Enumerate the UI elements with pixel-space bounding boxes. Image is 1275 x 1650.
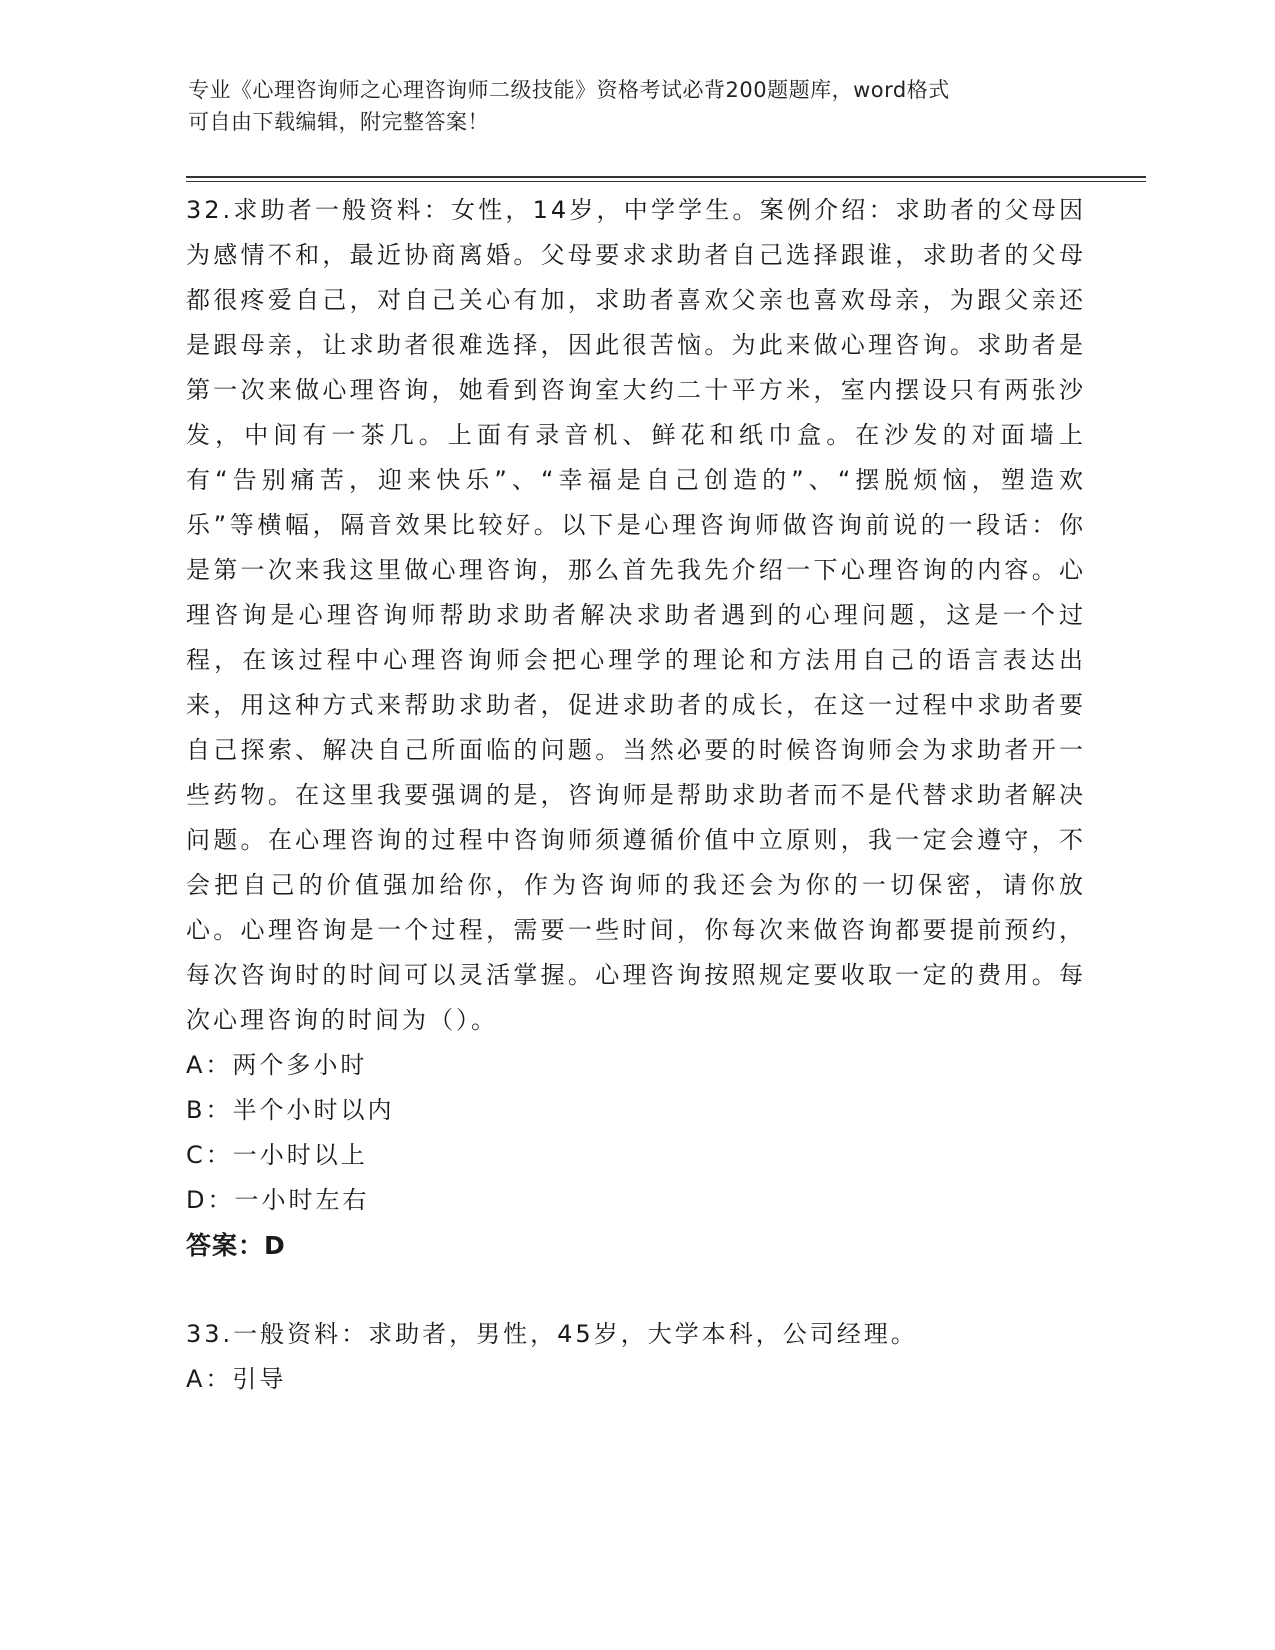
question-33-stem: 33.一般资料：求助者，男性，45岁，大学本科，公司经理。	[186, 1320, 918, 1348]
question-32	[186, 188, 1086, 1268]
question-content	[186, 188, 1086, 1402]
question-33-option-a: A：引导	[186, 1365, 287, 1393]
question-33	[186, 1312, 1086, 1402]
question-32-option-a: A：两个多小时	[186, 1051, 368, 1079]
header-title-line-2: 可自由下载编辑，附完整答案！	[188, 110, 489, 134]
question-32-option-c: C：一小时以上	[186, 1141, 368, 1169]
question-32-answer: 答案：D	[186, 1231, 286, 1260]
header-divider	[186, 176, 1146, 182]
question-32-option-d: D：一小时左右	[186, 1186, 370, 1214]
document-header	[188, 74, 1068, 138]
header-title-line-1: 专业《心理咨询师之心理咨询师二级技能》资格考试必背200题题库，word格式	[188, 78, 950, 102]
question-32-option-b: B：半个小时以内	[186, 1096, 395, 1124]
question-32-stem: 32.求助者一般资料：女性，14岁，中学学生。案例介绍：求助者的父母因为感情不和，最近协商离婚。父母要求求助者自己选择跟谁，求助者的父母都很疼爱自己，对自己关心有加，求助者喜欢父亲也喜欢母亲，为跟父亲还是跟母亲，让求助者很难选择，因此很苦恼。为此来做心理咨询。求助者是第一次来做心理咨询，她看到咨询室大约二十平方米，室内摆设只有两张沙发，中间有一茶几。上面有录音机、鲜花和纸巾盒。在沙发的对面墙上有“告别痛苦，迎来快乐”、“幸福是自己创造的”、“摆脱烦恼，塑造欢乐”等横幅，隔音效果比较好。以下是心理咨询师做咨询前说的一段话：你是第一次来我这里做心理咨询，那么首先我先介绍一下心理咨询的内容。心理咨询是心理咨询师帮助求助者解决求助者遇到的心理问题，这是一个过程，在该过程中心理咨询师会把心理学的理论和方法用自己的语言表达出来，用这种方式来帮助求助者，促进求助者的成长，在这一过程中求助者要自己探索、解决自己所面临的问题。当然必要的时候咨询师会为求助者开一些药物。在这里我要强调的是，咨询师是帮助求助者而不是代替求助者解决问题。在心理咨询的过程中咨询师须遵循价值中立原则，我一定会遵守，不会把自己的价值强加给你，作为咨询师的我还会为你的一切保密，请你放心。心理咨询是一个过程，需要一些时间，你每次来做咨询都要提前预约，每次咨询时的时间可以灵活掌握。心理咨询按照规定要收取一定的费用。每次心理咨询的时间为（）。	[186, 196, 1086, 1034]
question-spacer	[186, 1268, 1086, 1312]
